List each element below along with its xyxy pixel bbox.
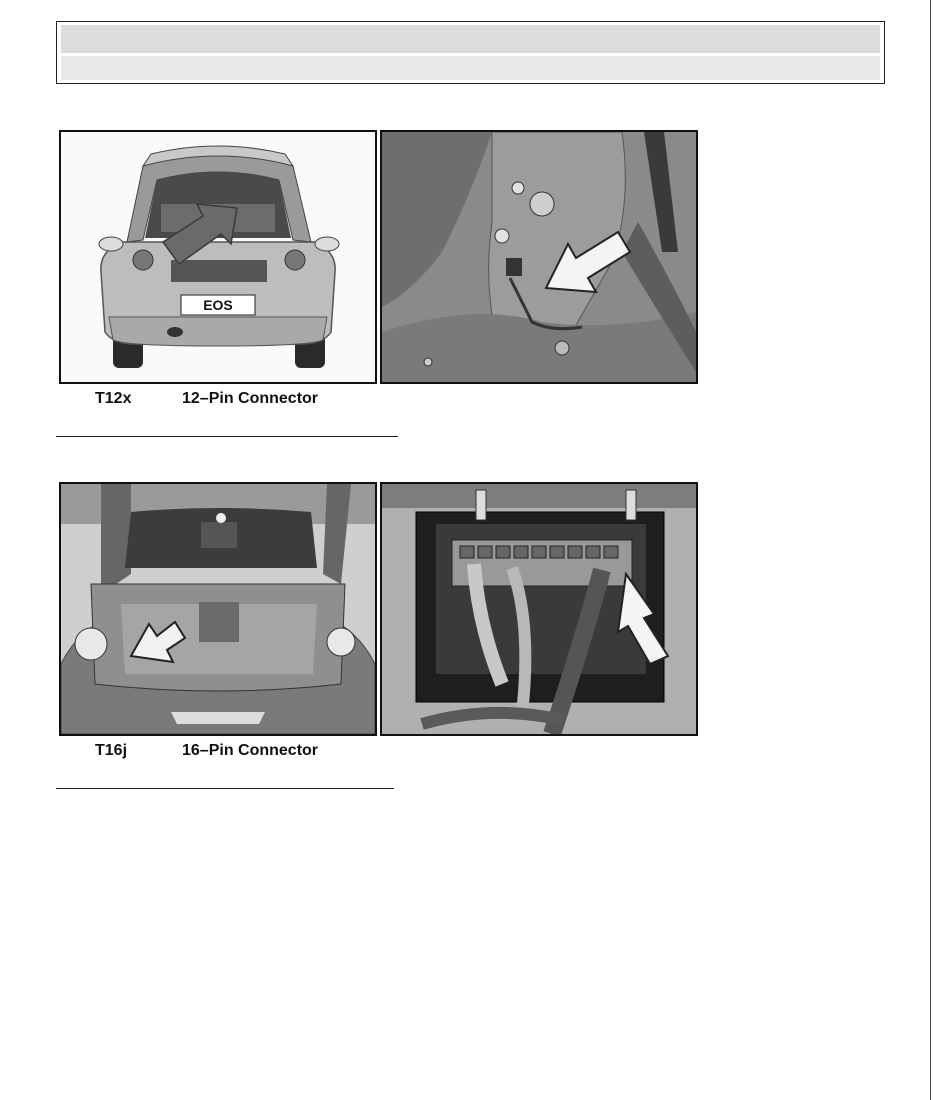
photo-convertible-trunk	[59, 482, 377, 736]
header-row-1	[61, 25, 880, 53]
document-header	[56, 21, 885, 84]
connector-name: 16–Pin Connector	[182, 742, 319, 759]
section-divider	[56, 788, 394, 789]
photo-t12x-connector-location	[380, 130, 698, 384]
photo-t16j-connector-location	[380, 482, 698, 736]
connector-name: 12–Pin Connector	[182, 390, 319, 407]
connector-code: T16j	[95, 742, 128, 759]
connector-code: T12x	[95, 390, 132, 407]
page-edge	[930, 0, 931, 1100]
license-plate-text: EOS	[203, 297, 233, 313]
section-divider	[56, 436, 398, 437]
header-row-2	[61, 56, 880, 80]
photo-car-rear-hatch	[59, 130, 377, 384]
